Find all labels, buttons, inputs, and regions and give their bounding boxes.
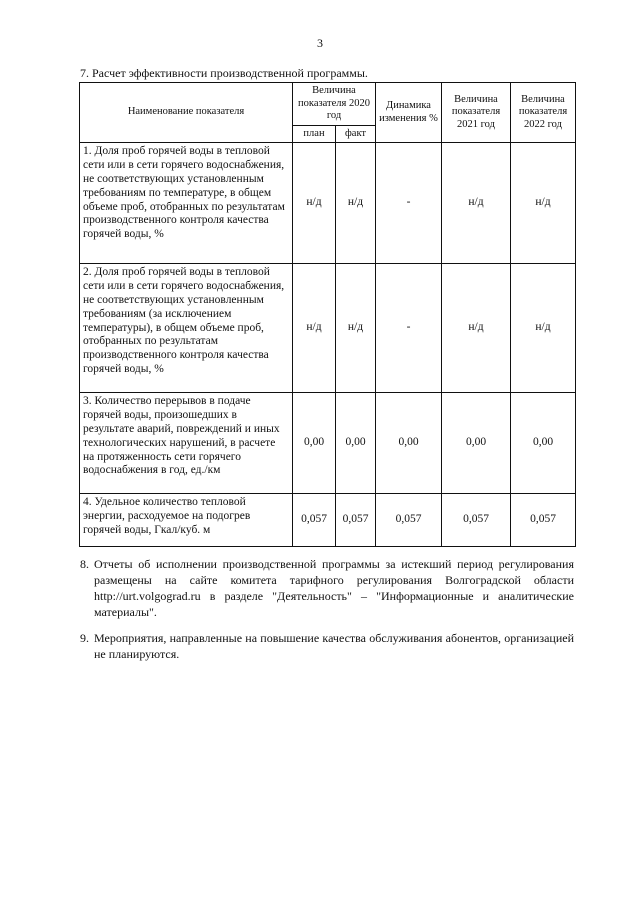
value-2022: 0,057 (511, 494, 576, 547)
fact-value: н/д (336, 143, 376, 264)
performance-table (79, 82, 576, 547)
dynamics-value: - (376, 143, 442, 264)
fact-value: н/д (336, 264, 376, 393)
indicator-name: 2. Доля проб горячей воды в тепловой сети или в сети горячего водоснабжения, не соответствующих установленным требованиям (за исключением температуры), в общем объеме проб, отобранных по результатам производственного контроля качества горячей воды, % (80, 264, 293, 393)
paragraph-number: 9. (80, 631, 89, 645)
fact-value: 0,057 (336, 494, 376, 547)
paragraph-reports (80, 556, 574, 620)
table-row (80, 143, 576, 264)
table-row (80, 494, 576, 547)
fact-value: 0,00 (336, 393, 376, 494)
value-2022: 0,00 (511, 393, 576, 494)
paragraph-text: Отчеты об исполнении производственной программы за истекший период регулирования размещены на сайте комитета тарифного регулирования Волгоградской области http://urt.volgograd.ru в разделе "Деятельность" – "Информационные и аналитические материалы". (94, 557, 574, 619)
header-dynamics: Динамика изменения % (376, 83, 442, 143)
page-number: 3 (317, 36, 323, 50)
value-2022: н/д (511, 143, 576, 264)
header-2022-value: Величина показателя 2022 год (511, 83, 576, 143)
table-row (80, 264, 576, 393)
indicator-name: 4. Удельное количество тепловой энергии, расходуемое на подогрев горячей воды, Гкал/куб. м (80, 494, 293, 547)
dynamics-value: 0,057 (376, 494, 442, 547)
header-fact: факт (336, 125, 376, 143)
plan-value: 0,057 (293, 494, 336, 547)
value-2022: н/д (511, 264, 576, 393)
dynamics-value: 0,00 (376, 393, 442, 494)
header-indicator-name: Наименование показателя (80, 83, 293, 143)
value-2021: 0,00 (442, 393, 511, 494)
table-row (80, 393, 576, 494)
paragraph-number: 8. (80, 557, 89, 571)
indicator-name: 3. Количество перерывов в подаче горячей воды, произошедших в результате аварий, повреждений и иных технологических нарушений, в расчете на протяженность сети горячего водоснабжения в год, ед./км (80, 393, 293, 494)
header-2021-value: Величина показателя 2021 год (442, 83, 511, 143)
dynamics-value: - (376, 264, 442, 393)
header-plan: план (293, 125, 336, 143)
header-2020-value: Величина показателя 2020 год (293, 83, 376, 126)
paragraph-text: Мероприятия, направленные на повышение качества обслуживания абонентов, организацией не планируются. (94, 631, 574, 661)
section-heading: 7. Расчет эффективности производственной программы. (80, 66, 368, 80)
indicator-name: 1. Доля проб горячей воды в тепловой сети или в сети горячего водоснабжения, не соответствующих установленным требованиям по температуре, в общем объеме проб, отобранных по результатам производственного контроля качества горячей воды, % (80, 143, 293, 264)
paragraph-measures (80, 630, 574, 662)
plan-value: н/д (293, 143, 336, 264)
value-2021: н/д (442, 264, 511, 393)
value-2021: н/д (442, 143, 511, 264)
plan-value: н/д (293, 264, 336, 393)
value-2021: 0,057 (442, 494, 511, 547)
plan-value: 0,00 (293, 393, 336, 494)
